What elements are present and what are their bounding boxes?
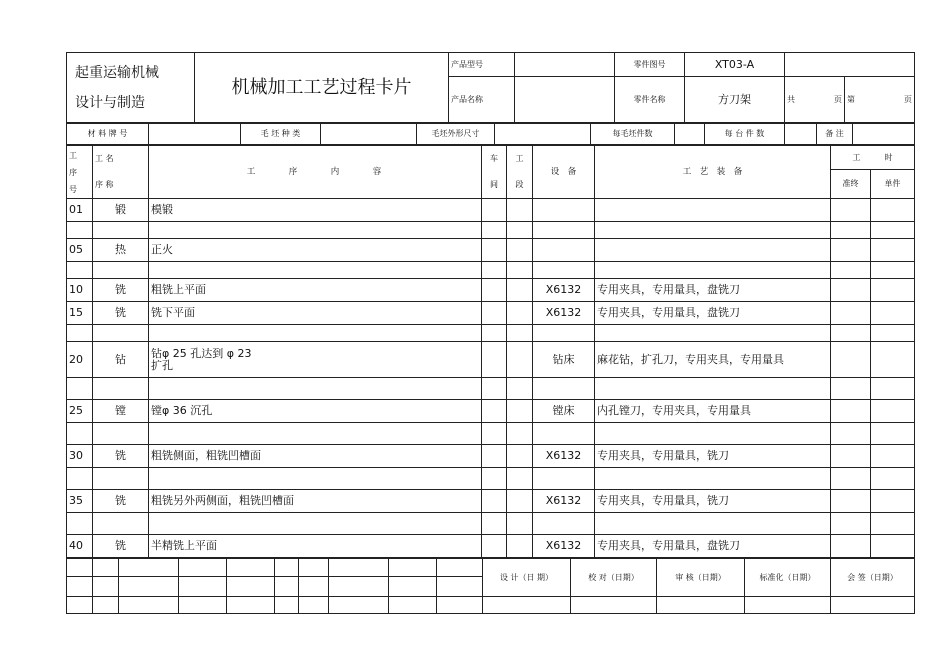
op-prep-time xyxy=(831,302,871,325)
op-content xyxy=(149,239,482,262)
col-op-no-3: 号 xyxy=(69,184,77,194)
spacer-cell xyxy=(831,378,871,400)
spacer-cell xyxy=(67,423,93,445)
op-prep-time xyxy=(831,279,871,302)
op-content xyxy=(149,400,482,423)
card-title: 机械加工工艺过程卡片 xyxy=(195,53,449,123)
op-tooling xyxy=(595,199,831,222)
spacer-cell xyxy=(149,325,482,342)
footer-sign-cell xyxy=(745,597,831,614)
col-time-header: 工 时 xyxy=(831,146,915,170)
op-unit-time xyxy=(871,490,915,513)
col-op-no-header xyxy=(67,146,93,199)
spacer-cell xyxy=(507,513,533,535)
operation-row xyxy=(67,490,915,513)
col-workshop-2: 间 xyxy=(490,180,498,189)
col-op-name-1: 工 名 xyxy=(95,154,114,163)
spacer-cell xyxy=(871,378,915,400)
spacer-cell xyxy=(482,222,507,239)
op-content xyxy=(149,342,482,378)
remark-label: 备 注 xyxy=(817,124,853,145)
page-label: 页 xyxy=(834,94,842,104)
spacer-cell xyxy=(831,325,871,342)
op-content-line1: 镗φ 36 沉孔 xyxy=(151,404,213,417)
spacer-cell xyxy=(149,513,482,535)
footer-sign-cell xyxy=(657,597,745,614)
op-section xyxy=(507,342,533,378)
spacer-cell xyxy=(831,423,871,445)
per-blank-value xyxy=(675,124,705,145)
spacer-cell xyxy=(67,222,93,239)
product-name-label: 产品名称 xyxy=(449,77,515,123)
op-tooling: 内孔镗刀，专用夹具，专用量具 xyxy=(595,400,831,423)
spacer-cell xyxy=(507,262,533,279)
col-op-no-1: 工 xyxy=(69,150,77,160)
op-tooling: 专用夹具，专用量具，铣刀 xyxy=(595,490,831,513)
col-prep-time-header: 准终 xyxy=(831,170,871,199)
footer-grid-cell xyxy=(275,577,299,597)
footer-grid-cell xyxy=(227,559,275,577)
part-no-value: XT03-A xyxy=(685,53,785,77)
footer-grid-cell xyxy=(437,597,483,614)
spacer-cell xyxy=(533,513,595,535)
spacer-cell xyxy=(595,423,831,445)
spacer-cell xyxy=(533,378,595,400)
op-unit-time xyxy=(871,535,915,558)
operation-row xyxy=(67,342,915,378)
operation-row xyxy=(67,400,915,423)
spacer-cell xyxy=(482,262,507,279)
footer-grid-cell xyxy=(179,597,227,614)
col-workshop-1: 车 xyxy=(490,154,498,163)
part-no-label: 零件图号 xyxy=(615,53,685,77)
per-unit-label: 每 台 件 数 xyxy=(705,124,785,145)
op-unit-time xyxy=(871,279,915,302)
spacer-cell xyxy=(482,468,507,490)
spacer-cell xyxy=(507,468,533,490)
remark-value xyxy=(853,124,915,145)
op-content-line2: 扩孔 xyxy=(151,358,173,372)
footer-grid-cell xyxy=(275,597,299,614)
footer-grid-cell xyxy=(329,559,389,577)
per-blank-label: 每毛坯件数 xyxy=(591,124,675,145)
footer-grid-cell xyxy=(437,577,483,597)
footer-grid-cell xyxy=(299,577,329,597)
footer-grid-cell xyxy=(299,559,329,577)
operation-row xyxy=(67,199,915,222)
spacer-cell xyxy=(831,513,871,535)
spacer-cell xyxy=(507,222,533,239)
footer-check: 校 对（日期） xyxy=(571,559,657,597)
footer-review: 审 核（日期） xyxy=(657,559,745,597)
op-name: 热 xyxy=(93,239,149,262)
part-name-label: 零件名称 xyxy=(615,77,685,123)
spacer-cell xyxy=(831,222,871,239)
spacer-cell xyxy=(533,325,595,342)
spacer-cell xyxy=(482,423,507,445)
op-content-line1: 正火 xyxy=(151,243,173,256)
footer-grid-cell xyxy=(119,559,179,577)
footer-grid-cell xyxy=(329,577,389,597)
spacer-cell xyxy=(871,222,915,239)
op-tooling: 专用夹具，专用量具，铣刀 xyxy=(595,445,831,468)
footer-grid-cell xyxy=(179,577,227,597)
footer-grid-cell xyxy=(227,577,275,597)
op-content xyxy=(149,302,482,325)
spacer-cell xyxy=(482,325,507,342)
footer-grid-cell xyxy=(179,559,227,577)
op-section xyxy=(507,400,533,423)
col-unit-time-header: 单件 xyxy=(871,170,915,199)
spacer-cell xyxy=(93,262,149,279)
footer-table xyxy=(66,558,915,614)
op-tooling xyxy=(595,239,831,262)
spacer-cell xyxy=(149,423,482,445)
footer-grid-cell xyxy=(93,597,119,614)
spacer-cell xyxy=(871,468,915,490)
op-workshop xyxy=(482,239,507,262)
op-prep-time xyxy=(831,490,871,513)
spacer-row xyxy=(67,468,915,490)
spacer-cell xyxy=(482,378,507,400)
footer-sign-cell xyxy=(571,597,657,614)
footer-grid-cell xyxy=(67,597,93,614)
op-content xyxy=(149,490,482,513)
op-content-line1: 粗铣侧面，粗铣凹槽面 xyxy=(151,449,261,462)
col-op-name-header xyxy=(93,146,149,199)
op-no: 40 xyxy=(67,535,93,558)
spacer-row xyxy=(67,262,915,279)
spacer-cell xyxy=(831,262,871,279)
op-workshop xyxy=(482,400,507,423)
op-content-line1: 粗铣另外两侧面，粗铣凹槽面 xyxy=(151,494,294,507)
op-content xyxy=(149,445,482,468)
op-tooling: 专用夹具，专用量具，盘铣刀 xyxy=(595,279,831,302)
op-content-line1: 铣下平面 xyxy=(151,306,195,319)
operation-row xyxy=(67,302,915,325)
op-no: 25 xyxy=(67,400,93,423)
footer-sign-cell xyxy=(831,597,915,614)
spacer-cell xyxy=(67,513,93,535)
spacer-cell xyxy=(871,262,915,279)
footer-grid-cell xyxy=(389,559,437,577)
spacer-cell xyxy=(149,468,482,490)
footer-design: 设 计（日 期） xyxy=(483,559,571,597)
op-workshop xyxy=(482,445,507,468)
operation-row xyxy=(67,445,915,468)
op-equipment: 钻床 xyxy=(533,342,595,378)
product-model-value xyxy=(515,53,615,77)
spacer-cell xyxy=(533,423,595,445)
col-section-header xyxy=(507,146,533,199)
op-unit-time xyxy=(871,199,915,222)
spacer-cell xyxy=(831,468,871,490)
op-name: 铣 xyxy=(93,302,149,325)
op-unit-time xyxy=(871,239,915,262)
op-unit-time xyxy=(871,302,915,325)
per-unit-value xyxy=(785,124,817,145)
spacer-cell xyxy=(533,468,595,490)
footer-grid-cell xyxy=(227,597,275,614)
op-name: 铣 xyxy=(93,445,149,468)
spacer-cell xyxy=(595,222,831,239)
spacer-cell xyxy=(149,378,482,400)
spacer-row xyxy=(67,513,915,535)
op-equipment: X6132 xyxy=(533,490,595,513)
spacer-row xyxy=(67,325,915,342)
col-section-1: 工 xyxy=(515,154,524,163)
footer-grid-cell xyxy=(93,559,119,577)
page-total xyxy=(785,77,845,123)
op-workshop xyxy=(482,199,507,222)
page-no xyxy=(845,77,915,123)
op-workshop xyxy=(482,302,507,325)
op-unit-time xyxy=(871,445,915,468)
op-section xyxy=(507,199,533,222)
spacer-row xyxy=(67,222,915,239)
footer-grid-cell xyxy=(67,559,93,577)
op-unit-time xyxy=(871,342,915,378)
op-workshop xyxy=(482,279,507,302)
spacer-cell xyxy=(93,513,149,535)
material-label: 材 料 牌 号 xyxy=(67,124,149,145)
page-no-label: 第 xyxy=(847,94,855,104)
blank-type-value xyxy=(321,124,417,145)
spacer-cell xyxy=(871,423,915,445)
spacer-cell xyxy=(67,378,93,400)
material-table xyxy=(66,123,915,145)
spacer-cell xyxy=(871,513,915,535)
op-prep-time xyxy=(831,239,871,262)
op-prep-time xyxy=(831,445,871,468)
spacer-cell xyxy=(67,468,93,490)
operation-row xyxy=(67,535,915,558)
operations-table xyxy=(66,145,915,558)
op-no: 10 xyxy=(67,279,93,302)
header-blank xyxy=(785,53,915,77)
op-content xyxy=(149,199,482,222)
spacer-cell xyxy=(533,222,595,239)
total-label: 共 xyxy=(787,94,795,104)
op-section xyxy=(507,302,533,325)
op-no: 15 xyxy=(67,302,93,325)
op-content-line1: 钻φ 25 孔达到 φ 23 xyxy=(151,346,252,360)
op-workshop xyxy=(482,342,507,378)
spacer-cell xyxy=(93,222,149,239)
spacer-row xyxy=(67,378,915,400)
footer-grid-cell xyxy=(389,577,437,597)
op-equipment: X6132 xyxy=(533,445,595,468)
op-tooling: 专用夹具，专用量具，盘铣刀 xyxy=(595,302,831,325)
op-name: 锻 xyxy=(93,199,149,222)
op-section xyxy=(507,445,533,468)
footer-grid-cell xyxy=(67,577,93,597)
op-name: 镗 xyxy=(93,400,149,423)
spacer-cell xyxy=(482,513,507,535)
op-section xyxy=(507,279,533,302)
blank-type-label: 毛 坯 种 类 xyxy=(241,124,321,145)
spacer-cell xyxy=(507,325,533,342)
header-table xyxy=(66,52,915,123)
op-prep-time xyxy=(831,199,871,222)
footer-grid-cell xyxy=(437,559,483,577)
spacer-cell xyxy=(93,468,149,490)
op-equipment: 镗床 xyxy=(533,400,595,423)
op-no: 05 xyxy=(67,239,93,262)
company-line1: 起重运输机械 xyxy=(75,64,159,81)
footer-grid-cell xyxy=(119,597,179,614)
col-workshop-header xyxy=(482,146,507,199)
footer-grid-cell xyxy=(275,559,299,577)
op-section xyxy=(507,490,533,513)
spacer-cell xyxy=(67,325,93,342)
spacer-cell xyxy=(595,468,831,490)
spacer-cell xyxy=(93,423,149,445)
op-content xyxy=(149,279,482,302)
spacer-cell xyxy=(595,378,831,400)
footer-grid-cell xyxy=(119,577,179,597)
op-equipment: X6132 xyxy=(533,279,595,302)
footer-sign-cell xyxy=(483,597,571,614)
blank-size-label: 毛坯外形尺寸 xyxy=(417,124,495,145)
product-model-label: 产品型号 xyxy=(449,53,515,77)
op-content-line1: 粗铣上平面 xyxy=(151,283,206,296)
op-tooling: 专用夹具，专用量具，盘铣刀 xyxy=(595,535,831,558)
op-name: 铣 xyxy=(93,279,149,302)
material-value xyxy=(149,124,241,145)
col-tooling-header: 工 艺 装 备 xyxy=(595,146,831,199)
op-unit-time xyxy=(871,400,915,423)
op-content-line1: 模锻 xyxy=(151,203,173,216)
op-workshop xyxy=(482,535,507,558)
spacer-cell xyxy=(93,325,149,342)
spacer-cell xyxy=(93,378,149,400)
blank-size-value xyxy=(495,124,591,145)
col-section-2: 段 xyxy=(515,180,524,189)
footer-grid-cell xyxy=(389,597,437,614)
spacer-row xyxy=(67,423,915,445)
product-name-value xyxy=(515,77,615,123)
operations-body xyxy=(67,199,915,558)
op-equipment: X6132 xyxy=(533,302,595,325)
footer-grid-cell xyxy=(299,597,329,614)
spacer-cell xyxy=(871,325,915,342)
spacer-cell xyxy=(533,262,595,279)
spacer-cell xyxy=(595,262,831,279)
op-prep-time xyxy=(831,535,871,558)
op-prep-time xyxy=(831,342,871,378)
op-name: 钻 xyxy=(93,342,149,378)
spacer-cell xyxy=(507,423,533,445)
footer-grid-cell xyxy=(329,597,389,614)
op-tooling: 麻花钻，扩孔刀，专用夹具，专用量具 xyxy=(595,342,831,378)
operation-row xyxy=(67,239,915,262)
footer-grid-cell xyxy=(93,577,119,597)
footer-sign: 会 签（日期） xyxy=(831,559,915,597)
col-op-no-2: 序 xyxy=(69,167,77,177)
op-no: 20 xyxy=(67,342,93,378)
part-name-value: 方刀架 xyxy=(685,77,785,123)
op-no: 30 xyxy=(67,445,93,468)
footer-standard: 标准化（日期） xyxy=(745,559,831,597)
operation-row xyxy=(67,279,915,302)
process-card xyxy=(66,52,914,634)
spacer-cell xyxy=(595,513,831,535)
op-name: 铣 xyxy=(93,490,149,513)
op-workshop xyxy=(482,490,507,513)
op-section xyxy=(507,535,533,558)
page-label2: 页 xyxy=(904,94,913,104)
spacer-cell xyxy=(149,262,482,279)
op-equipment xyxy=(533,239,595,262)
op-equipment: X6132 xyxy=(533,535,595,558)
spacer-cell xyxy=(595,325,831,342)
company-line2: 设计与制造 xyxy=(75,94,145,111)
op-no: 35 xyxy=(67,490,93,513)
op-prep-time xyxy=(831,400,871,423)
op-content xyxy=(149,535,482,558)
col-equipment-header: 设 备 xyxy=(533,146,595,199)
company-name xyxy=(67,53,195,123)
op-section xyxy=(507,239,533,262)
spacer-cell xyxy=(507,378,533,400)
op-no: 01 xyxy=(67,199,93,222)
spacer-cell xyxy=(67,262,93,279)
col-content-header: 工 序 内 容 xyxy=(149,146,482,199)
spacer-cell xyxy=(149,222,482,239)
op-equipment xyxy=(533,199,595,222)
op-name: 铣 xyxy=(93,535,149,558)
op-content-line1: 半精铣上平面 xyxy=(151,539,217,552)
col-op-name-2: 序 称 xyxy=(95,180,114,189)
